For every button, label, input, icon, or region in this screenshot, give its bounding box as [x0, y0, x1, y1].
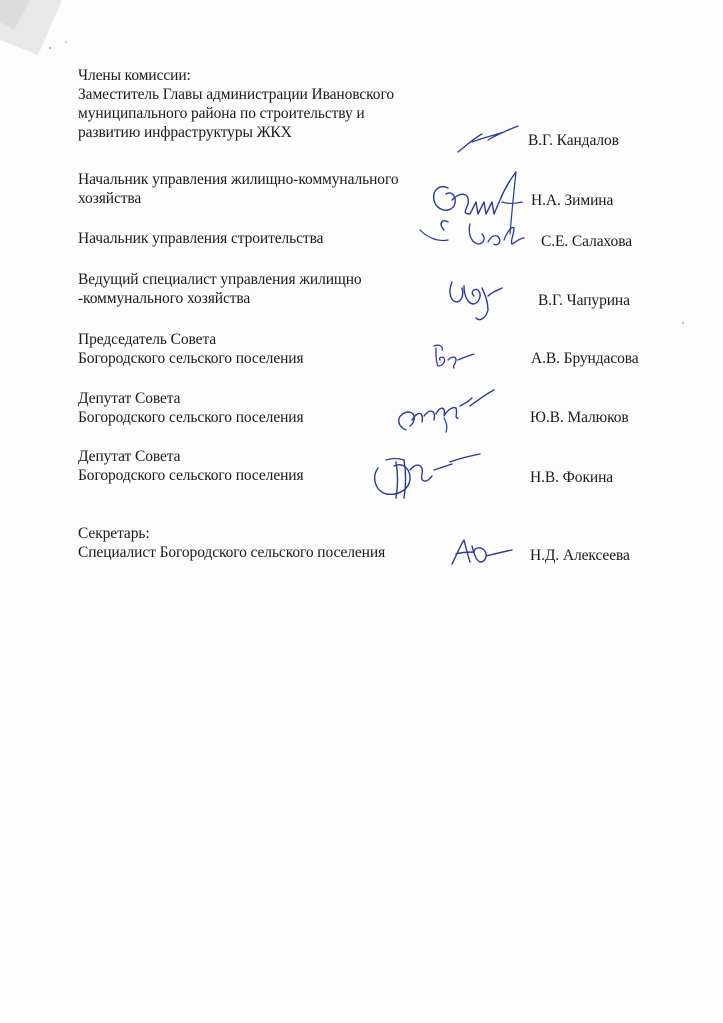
signature-kandalov-icon [452, 120, 522, 160]
commission-members-heading: Члены комиссии: [78, 67, 191, 84]
member-2-position-line-2: хозяйства [78, 190, 142, 207]
member-1-position-line-2: муниципального района по строительству и [78, 105, 365, 122]
member-5-position-line-2: Богородского сельского поселения [78, 350, 304, 367]
member-4-position-line-1: Ведущий специалист управления жилищно [78, 271, 362, 288]
member-1-position-line-1: Заместитель Главы администрации Ивановского [78, 86, 394, 103]
member-3-position-line-1: Начальник управления строительства [78, 230, 324, 247]
scan-speck [680, 320, 688, 328]
member-7-position-line-1: Депутат Совета [78, 448, 181, 465]
signature-malyukov-icon [388, 386, 498, 446]
member-7-name: Н.В. Фокина [530, 469, 614, 486]
scan-corner-shadow [0, 0, 80, 60]
member-1-name: В.Г. Кандалов [528, 132, 619, 149]
member-7-position-line-2: Богородского сельского поселения [78, 467, 304, 484]
signature-fokina-icon [366, 440, 486, 506]
secretary-heading: Секретарь: [78, 525, 150, 542]
member-6-position-line-2: Богородского сельского поселения [78, 409, 304, 426]
member-3-name: С.Е. Салахова [541, 233, 633, 250]
member-2-position-line-1: Начальник управления жилищно-коммунального [78, 171, 399, 188]
signature-chapurina-icon [440, 274, 510, 330]
member-4-position-line-2: -коммунального хозяйства [78, 290, 251, 307]
signature-salakhova-icon [460, 216, 530, 252]
member-6-position-line-1: Депутат Совета [78, 390, 181, 407]
secretary-position: Специалист Богородского сельского поселения [78, 544, 386, 561]
signature-alekseeva-icon [446, 534, 516, 570]
member-2-name: Н.А. Зимина [531, 192, 614, 209]
member-6-name: Ю.В. Малюков [530, 409, 629, 426]
secretary-name: Н.Д. Алексеева [530, 547, 630, 564]
member-4-name: В.Г. Чапурина [538, 292, 630, 309]
signature-brundasova-icon [428, 340, 478, 374]
member-5-name: А.В. Брундасова [531, 350, 639, 367]
member-1-position-line-3: развитию инфраструктуры ЖКХ [78, 124, 292, 141]
member-5-position-line-1: Председатель Совета [78, 331, 217, 348]
